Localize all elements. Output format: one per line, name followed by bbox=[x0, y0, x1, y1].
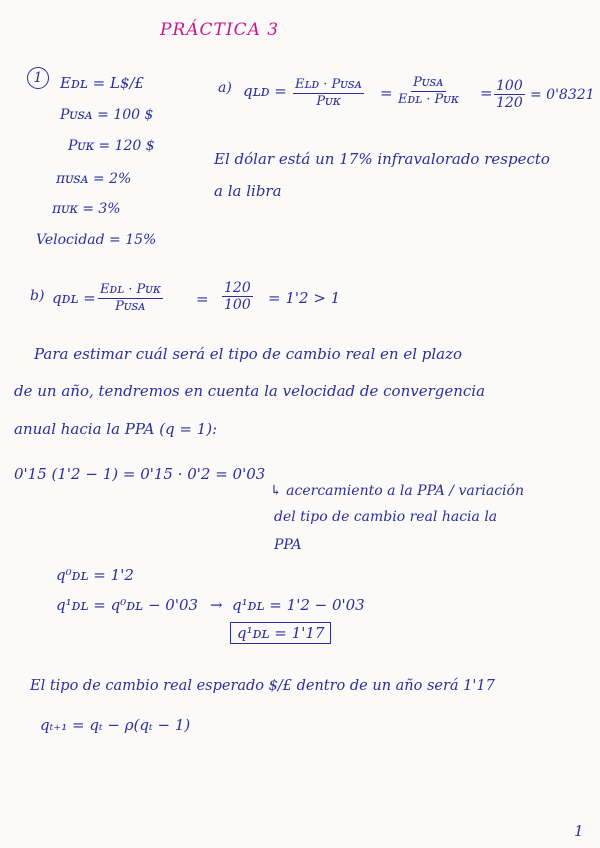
part-a-fraction-2-denominator: Eᴅʟ · Pᴜᴋ bbox=[398, 91, 459, 107]
part-b-note-line-3: PPA bbox=[274, 537, 302, 553]
part-b-arrow: → bbox=[210, 596, 223, 614]
part-b-general-formula: qₜ₊₁ = qₜ − ρ(qₜ − 1) bbox=[40, 716, 191, 734]
data-p-uk: Pᴜᴋ = 120 $ bbox=[68, 138, 155, 154]
data-pi-uk: πᴜᴋ = 3% bbox=[52, 201, 121, 217]
part-b-fraction-1-denominator: Pᴜꜱᴀ bbox=[115, 298, 146, 314]
part-b-equals-1: = bbox=[196, 290, 209, 308]
part-b-result: = 1'2 > 1 bbox=[268, 289, 341, 307]
part-b-paragraph-line-3: anual hacia la PPA (q = 1): bbox=[14, 420, 218, 438]
part-b-calculation: 0'15 (1'2 − 1) = 0'15 · 0'2 = 0'03 bbox=[14, 465, 266, 483]
part-b-fraction-2-denominator: 100 bbox=[224, 297, 251, 314]
part-a-comment-line-1: El dólar está un 17% infravalorado respecto bbox=[214, 150, 550, 168]
part-b-q1-result-box: q¹ᴅʟ = 1'17 bbox=[230, 622, 331, 644]
part-b-label: b) bbox=[30, 288, 45, 304]
part-b-fraction-2 bbox=[222, 280, 253, 315]
part-a-equals-1: = bbox=[380, 84, 393, 102]
exercise-number: 1 bbox=[27, 67, 49, 89]
part-a-label: a) bbox=[218, 80, 232, 96]
part-b-paragraph-line-2: de un año, tendremos en cuenta la velocidad de convergencia bbox=[14, 382, 486, 400]
part-b-paragraph-line-1: Para estimar cuál será el tipo de cambio real en el plazo bbox=[34, 345, 463, 363]
part-b-lhs: qᴅʟ = bbox=[52, 289, 96, 307]
part-b-conclusion: El tipo de cambio real esperado $/£ dentro de un año será 1'17 bbox=[30, 678, 495, 694]
page-title: PRÁCTICA 3 bbox=[160, 20, 280, 40]
part-a-fraction-3-denominator: 120 bbox=[496, 95, 523, 112]
part-b-note-line-1: ↳ acercamiento a la PPA / variación bbox=[270, 483, 524, 499]
part-b-fraction-2-numerator: 120 bbox=[224, 280, 251, 296]
part-a-comment-line-2: a la libra bbox=[214, 182, 282, 200]
part-a-fraction-2-numerator: Pᴜꜱᴀ bbox=[413, 75, 444, 90]
part-b-fraction-1-numerator: Eᴅʟ · Pᴜᴋ bbox=[100, 282, 161, 297]
data-p-usa: Pᴜꜱᴀ = 100 $ bbox=[60, 107, 154, 123]
part-a-lhs: qʟᴅ = bbox=[243, 82, 287, 100]
part-a-fraction-1-denominator: Pᴜᴋ bbox=[316, 93, 341, 109]
part-a-result: = 0'8321 bbox=[530, 87, 595, 103]
part-b-q1-substitution: q¹ᴅʟ = 1'2 − 0'03 bbox=[232, 596, 365, 614]
part-b-q1-formula: q¹ᴅʟ = q⁰ᴅʟ − 0'03 bbox=[56, 596, 199, 614]
page-number: 1 bbox=[574, 822, 584, 840]
part-b-q0: q⁰ᴅʟ = 1'2 bbox=[56, 566, 134, 584]
part-a-fraction-2 bbox=[396, 76, 461, 108]
part-a-fraction-3-numerator: 100 bbox=[496, 78, 523, 94]
data-pi-usa: πᴜꜱᴀ = 2% bbox=[56, 171, 132, 187]
part-a-fraction-1-numerator: Eʟᴅ · Pᴜꜱᴀ bbox=[295, 77, 362, 92]
part-b-fraction-1 bbox=[98, 283, 163, 315]
part-a-equals-2: = bbox=[480, 84, 493, 102]
part-a-fraction-3 bbox=[494, 78, 525, 113]
data-e-dl: Eᴅʟ = L$/£ bbox=[60, 74, 145, 92]
part-b-note-line-2: del tipo de cambio real hacia la bbox=[274, 509, 498, 525]
data-velocidad: Velocidad = 15% bbox=[36, 232, 157, 248]
part-a-fraction-1 bbox=[293, 78, 364, 110]
